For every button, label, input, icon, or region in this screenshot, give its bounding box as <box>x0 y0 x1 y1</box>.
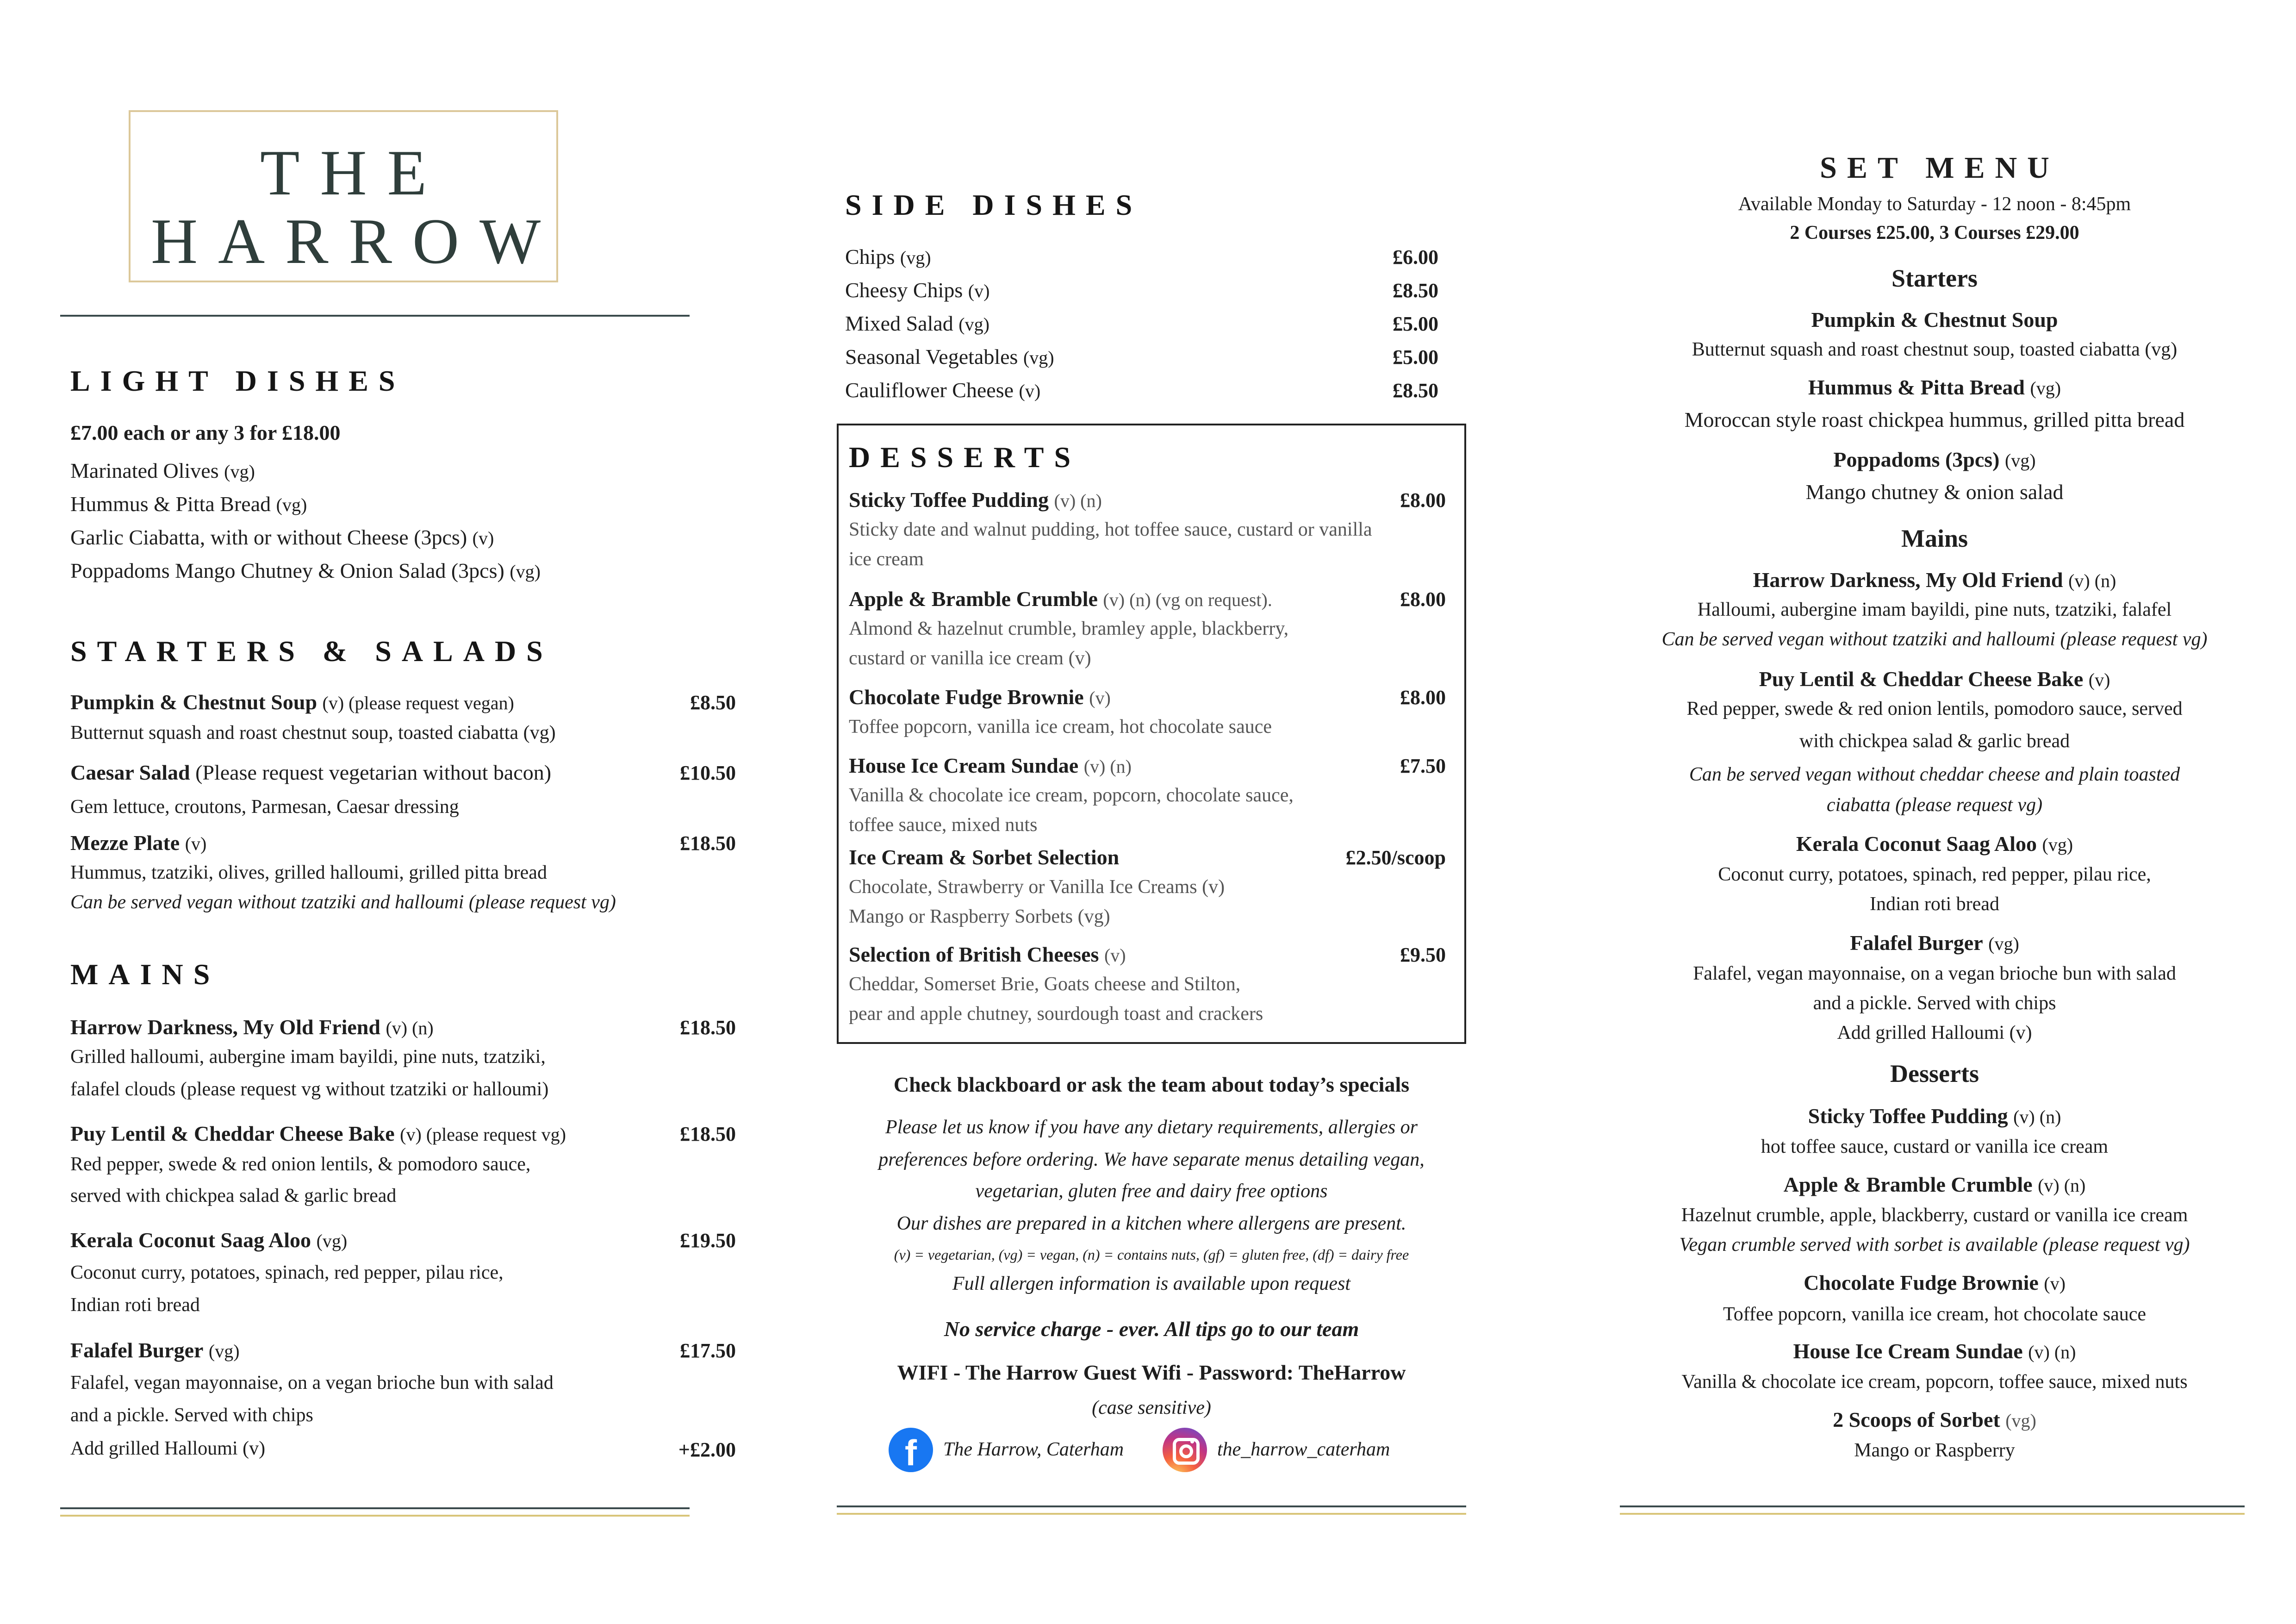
side-dishes-heading: SIDE DISHES <box>845 188 1143 221</box>
item-description: Butternut squash and roast chestnut soup, toasted ciabatta (vg) <box>1692 339 2178 360</box>
menu-item: Falafel Burger (vg) <box>1850 931 2019 955</box>
item-description: and a pickle. Served with chips <box>70 1405 313 1426</box>
item-description: Indian roti bread <box>70 1294 200 1316</box>
price: £8.50 <box>1393 279 1438 302</box>
item-description: pear and apple chutney, sourdough toast and crackers <box>849 1003 1263 1024</box>
light-dishes-offer: £7.00 each or any 3 for £18.00 <box>70 421 341 444</box>
menu-item: Selection of British Cheeses (v) <box>849 943 1126 966</box>
menu-item: Harrow Darkness, My Old Friend (v) (n) <box>1753 568 2116 592</box>
starters-heading: STARTERS & SALADS <box>70 635 553 668</box>
facebook-icon[interactable]: f <box>889 1428 933 1472</box>
desserts-heading: DESSERTS <box>849 441 1081 474</box>
price: £8.00 <box>1400 489 1446 512</box>
menu-item: Apple & Bramble Crumble (v) (n) <box>1783 1173 2086 1196</box>
menu-item: Chocolate Fudge Brownie (v) <box>1804 1271 2066 1294</box>
divider <box>1620 1505 2245 1507</box>
allergen-info: Full allergen information is available upon request <box>952 1273 1351 1294</box>
menu-item: Poppadoms (3pcs) (vg) <box>1833 448 2036 471</box>
item-description: Mango or Raspberry Sorbets (vg) <box>849 906 1110 927</box>
availability: Available Monday to Saturday - 12 noon - 8:45pm <box>1738 194 2131 215</box>
menu-item: Ice Cream & Sorbet Selection <box>849 845 1120 869</box>
item-description: toffee sauce, mixed nuts <box>849 814 1038 836</box>
service-note: No service charge - ever. All tips go to our team <box>944 1317 1359 1341</box>
item-description: Falafel, vegan mayonnaise, on a vegan brioche bun with salad <box>70 1372 554 1393</box>
item-description: ice cream <box>849 549 924 570</box>
menu-item: Harrow Darkness, My Old Friend (v) (n) <box>70 1015 434 1039</box>
item-description: Chocolate, Strawberry or Vanilla Ice Creams (v) <box>849 876 1225 898</box>
price: £7.50 <box>1400 755 1446 777</box>
price: £19.50 <box>680 1229 736 1252</box>
item-description: Grilled halloumi, aubergine imam bayildi, pine nuts, tzatziki, <box>70 1046 546 1068</box>
item-description: Moroccan style roast chickpea hummus, grilled pitta bread <box>1684 408 2185 431</box>
menu-item: 2 Scoops of Sorbet (vg) <box>1833 1408 2036 1431</box>
item-note: Can be served vegan without cheddar cheese and plain toasted <box>1689 764 2180 785</box>
menu-item: Puy Lentil & Cheddar Cheese Bake (v) <box>1759 667 2110 691</box>
menu-item: Pumpkin & Chestnut Soup <box>1811 308 2058 331</box>
info-section <box>837 0 1466 1624</box>
list-item: Poppadoms Mango Chutney & Onion Salad (3pcs) (vg) <box>70 559 541 582</box>
divider <box>1620 1513 2245 1515</box>
divider <box>837 1505 1466 1507</box>
item-description: and a pickle. Served with chips <box>1813 993 2056 1014</box>
dietary-note: vegetarian, gluten free and dairy free options <box>975 1181 1328 1202</box>
divider <box>837 1513 1466 1515</box>
logo-line-1: THE <box>260 137 448 209</box>
item-description: Butternut squash and roast chestnut soup, toasted ciabatta (vg) <box>70 722 556 743</box>
left-column <box>60 0 736 1624</box>
item-description: with chickpea salad & garlic bread <box>1799 731 2070 752</box>
mains-heading: MAINS <box>70 958 220 991</box>
list-item: Cheesy Chips (v) <box>845 278 990 302</box>
list-item: Cauliflower Cheese (v) <box>845 378 1041 402</box>
item-note: Can be served vegan without tzatziki and halloumi (please request vg) <box>1661 629 2208 650</box>
price: £18.50 <box>680 832 736 855</box>
set-menu-heading: SET MENU <box>1820 151 2060 185</box>
price: £8.00 <box>1400 686 1446 709</box>
menu-item: Kerala Coconut Saag Aloo (vg) <box>1796 832 2073 856</box>
item-description: Toffee popcorn, vanilla ice cream, hot chocolate sauce <box>1723 1304 2146 1325</box>
menu-item: Falafel Burger (vg) <box>70 1338 240 1362</box>
item-description: Indian roti bread <box>1870 893 1999 915</box>
starters-title: Starters <box>1892 264 1978 292</box>
item-description: falafel clouds (please request vg without tzatziki or halloumi) <box>70 1079 549 1100</box>
specials-note: Check blackboard or ask the team about today’s specials <box>893 1073 1410 1096</box>
list-item: Marinated Olives (vg) <box>70 459 255 482</box>
item-description: Halloumi, aubergine imam bayildi, pine nuts, tzatziki, falafel <box>1697 599 2172 620</box>
item-description: Toffee popcorn, vanilla ice cream, hot chocolate sauce <box>849 716 1272 737</box>
price: £17.50 <box>680 1339 736 1362</box>
item-description: custard or vanilla ice cream (v) <box>849 648 1091 669</box>
item-note: Can be served vegan without tzatziki and halloumi (please request vg) <box>70 892 616 913</box>
item-description: Hummus, tzatziki, olives, grilled halloumi, grilled pitta bread <box>70 862 547 883</box>
set-menu-column <box>1620 0 2249 1624</box>
menu-item: Chocolate Fudge Brownie (v) <box>849 685 1111 709</box>
menu-item: Caesar Salad (Please request vegetarian without bacon) <box>70 761 552 784</box>
price: £5.00 <box>1393 312 1438 335</box>
item-description: Cheddar, Somerset Brie, Goats cheese and Stilton, <box>849 974 1241 995</box>
light-dishes-heading: LIGHT DISHES <box>70 364 405 397</box>
item-description: Sticky date and walnut pudding, hot toffee sauce, custard or vanilla <box>849 519 1372 540</box>
logo-line-2: HARROW <box>151 206 561 277</box>
item-description: Coconut curry, potatoes, spinach, red pepper, pilau rice, <box>1718 864 2151 885</box>
item-description: Falafel, vegan mayonnaise, on a vegan brioche bun with salad <box>1693 963 2176 984</box>
menu-item: Apple & Bramble Crumble (v) (n) (vg on request). <box>849 587 1272 611</box>
list-item: Chips (vg) <box>845 245 931 269</box>
menu-item: House Ice Cream Sundae (v) (n) <box>1793 1339 2076 1363</box>
price: +£2.00 <box>678 1438 736 1461</box>
menu-item: Mezze Plate (v) <box>70 831 207 855</box>
dietary-note: Please let us know if you have any dietary requirements, allergies or <box>885 1117 1418 1138</box>
set-menu-pricing: 2 Courses £25.00, 3 Courses £29.00 <box>1790 222 2079 244</box>
price: £8.50 <box>690 691 736 714</box>
item-description: Gem lettuce, croutons, Parmesan, Caesar dressing <box>70 796 459 818</box>
wifi-info: WIFI - The Harrow Guest Wifi - Password: TheHarrow <box>897 1361 1406 1384</box>
list-item: Hummus & Pitta Bread (vg) <box>70 492 307 516</box>
mains-title: Mains <box>1901 525 1968 552</box>
list-item: Seasonal Vegetables (vg) <box>845 345 1054 369</box>
price: £2.50/scoop <box>1345 846 1446 869</box>
price: £8.00 <box>1400 588 1446 611</box>
menu-item: Pumpkin & Chestnut Soup (v) (please request vegan) <box>70 690 514 714</box>
menu-item: Puy Lentil & Cheddar Cheese Bake (v) (please request vg) <box>70 1122 566 1145</box>
list-item: Garlic Ciabatta, with or without Cheese (3pcs) (v) <box>70 525 494 549</box>
menu-item: Sticky Toffee Pudding (v) (n) <box>1808 1104 2061 1128</box>
price: £8.50 <box>1393 379 1438 402</box>
item-description: served with chickpea salad & garlic bread <box>70 1185 397 1206</box>
price: £10.50 <box>680 762 736 784</box>
divider <box>60 1507 690 1509</box>
divider <box>60 1515 690 1517</box>
price: £9.50 <box>1400 943 1446 966</box>
item-description: Red pepper, swede & red onion lentils, pomodoro sauce, served <box>1686 698 2183 719</box>
item-description: Red pepper, swede & red onion lentils, & pomodoro sauce, <box>70 1154 531 1175</box>
item-description: Vanilla & chocolate ice cream, popcorn, chocolate sauce, <box>849 785 1294 806</box>
item-description: hot toffee sauce, custard or vanilla ice cream <box>1761 1136 2109 1157</box>
allergen-note: Our dishes are prepared in a kitchen where allergens are present. <box>896 1213 1406 1234</box>
price: £18.50 <box>680 1016 736 1039</box>
instagram-link[interactable]: the_harrow_caterham <box>1217 1439 1390 1460</box>
instagram-icon[interactable] <box>1163 1428 1207 1472</box>
price: £6.00 <box>1393 246 1438 269</box>
price: £18.50 <box>680 1123 736 1145</box>
item-description: Hazelnut crumble, apple, blackberry, custard or vanilla ice cream <box>1681 1205 2188 1226</box>
item-description: Vanilla & chocolate ice cream, popcorn, toffee sauce, mixed nuts <box>1681 1371 2188 1393</box>
price: £5.00 <box>1393 346 1438 369</box>
desserts-title: Desserts <box>1890 1060 1979 1087</box>
menu-item: Hummus & Pitta Bread (vg) <box>1808 375 2061 399</box>
facebook-link[interactable]: The Harrow, Caterham <box>943 1439 1124 1460</box>
item-extra: Add grilled Halloumi (v) <box>70 1438 266 1459</box>
list-item: Mixed Salad (vg) <box>845 312 989 335</box>
wifi-case-note: (case sensitive) <box>1092 1397 1211 1418</box>
item-description: Mango or Raspberry <box>1854 1440 2015 1461</box>
allergen-key: (v) = vegetarian, (vg) = vegan, (n) = contains nuts, (gf) = gluten free, (df) = dairy free <box>894 1246 1409 1263</box>
menu-item: Sticky Toffee Pudding (v) (n) <box>849 488 1102 512</box>
menu-item: Kerala Coconut Saag Aloo (vg) <box>70 1228 348 1252</box>
item-description: Mango chutney & onion salad <box>1805 480 2064 504</box>
item-note: ciabatta (please request vg) <box>1826 794 2043 816</box>
dietary-note: preferences before ordering. We have separate menus detailing vegan, <box>878 1149 1425 1170</box>
item-note: Vegan crumble served with sorbet is available (please request vg) <box>1679 1234 2190 1255</box>
item-description: Coconut curry, potatoes, spinach, red pepper, pilau rice, <box>70 1262 504 1283</box>
menu-item: House Ice Cream Sundae (v) (n) <box>849 754 1132 777</box>
item-description: Almond & hazelnut crumble, bramley apple, blackberry, <box>849 618 1289 639</box>
item-description: Add grilled Halloumi (v) <box>1837 1022 2032 1043</box>
